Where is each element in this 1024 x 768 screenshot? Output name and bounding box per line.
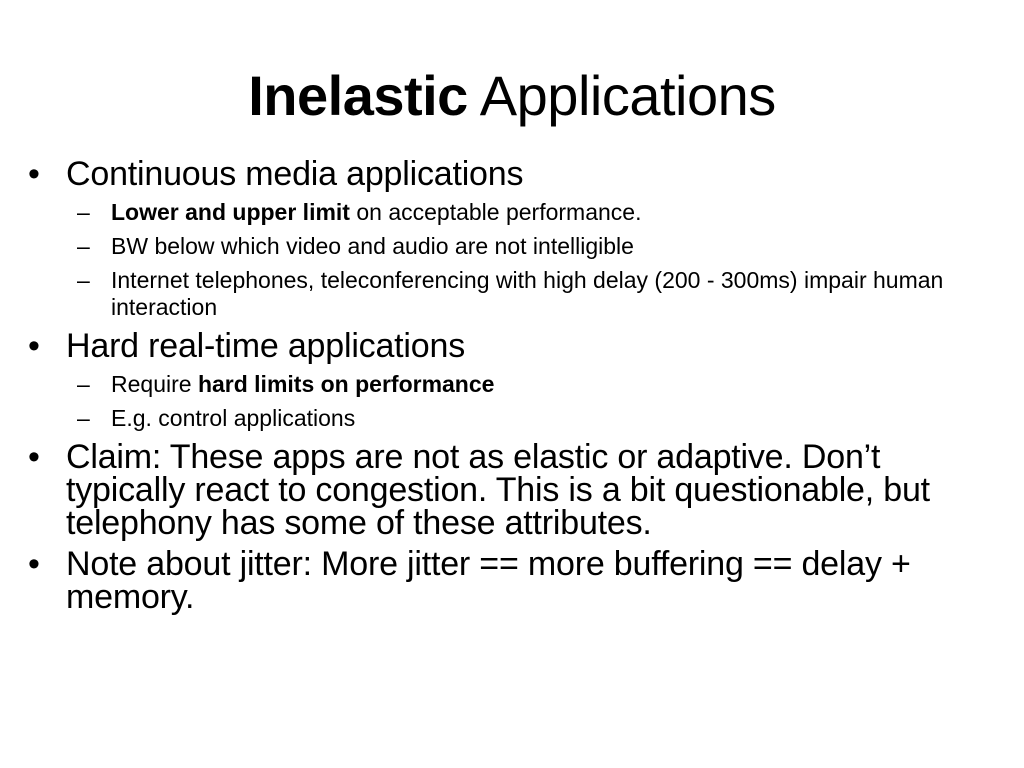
sub-item-bold-text: hard limits on performance bbox=[197, 371, 495, 397]
sub-item-telephones bbox=[28, 267, 978, 321]
sub-item-text: on acceptable performance. bbox=[349, 199, 642, 225]
sub-dash: – bbox=[77, 405, 90, 431]
bullet-item-hard-real-time bbox=[28, 327, 978, 365]
bullet-dot: • bbox=[28, 438, 40, 476]
bullet-list bbox=[28, 155, 978, 622]
bullet-item-jitter bbox=[28, 545, 978, 616]
sub-item-bold-text: Lower and upper limit bbox=[111, 199, 350, 225]
sub-item-text: Internet telephones, teleconferencing with high delay (200 - 300ms) impair human interaction bbox=[111, 267, 944, 320]
bullet-text: Note about jitter: More jitter == more buffering == delay + memory. bbox=[66, 545, 911, 616]
slide-title-rest: Applications bbox=[467, 64, 776, 127]
sub-dash: – bbox=[77, 233, 90, 259]
slide-title-bold: Inelastic bbox=[248, 64, 468, 127]
sub-item-text: Require bbox=[111, 371, 198, 397]
bullet-text: Continuous media applications bbox=[66, 155, 524, 193]
sub-item-limits bbox=[28, 199, 978, 226]
bullet-item-claim bbox=[28, 438, 978, 542]
sub-item-bw bbox=[28, 233, 978, 260]
sub-item-text: E.g. control applications bbox=[111, 405, 356, 431]
slide-title bbox=[0, 62, 1024, 130]
sub-item-require bbox=[28, 371, 978, 398]
sub-list-hard-real-time bbox=[28, 371, 978, 432]
sub-list-continuous-media bbox=[28, 199, 978, 321]
bullet-text: Hard real-time applications bbox=[66, 327, 465, 365]
bullet-item-continuous-media bbox=[28, 155, 978, 193]
bullet-dot: • bbox=[28, 327, 40, 365]
sub-dash: – bbox=[77, 267, 90, 293]
bullet-dot: • bbox=[28, 545, 40, 583]
bullet-dot: • bbox=[28, 155, 40, 193]
bullet-text: Claim: These apps are not as elastic or adaptive. Don’t typically react to congestion. This is a bit questionable, but telephony has some of these attributes. bbox=[66, 438, 930, 542]
sub-item-text: BW below which video and audio are not intelligible bbox=[111, 233, 634, 259]
sub-dash: – bbox=[77, 371, 90, 397]
sub-dash: – bbox=[77, 199, 90, 225]
sub-item-control-apps bbox=[28, 405, 978, 432]
